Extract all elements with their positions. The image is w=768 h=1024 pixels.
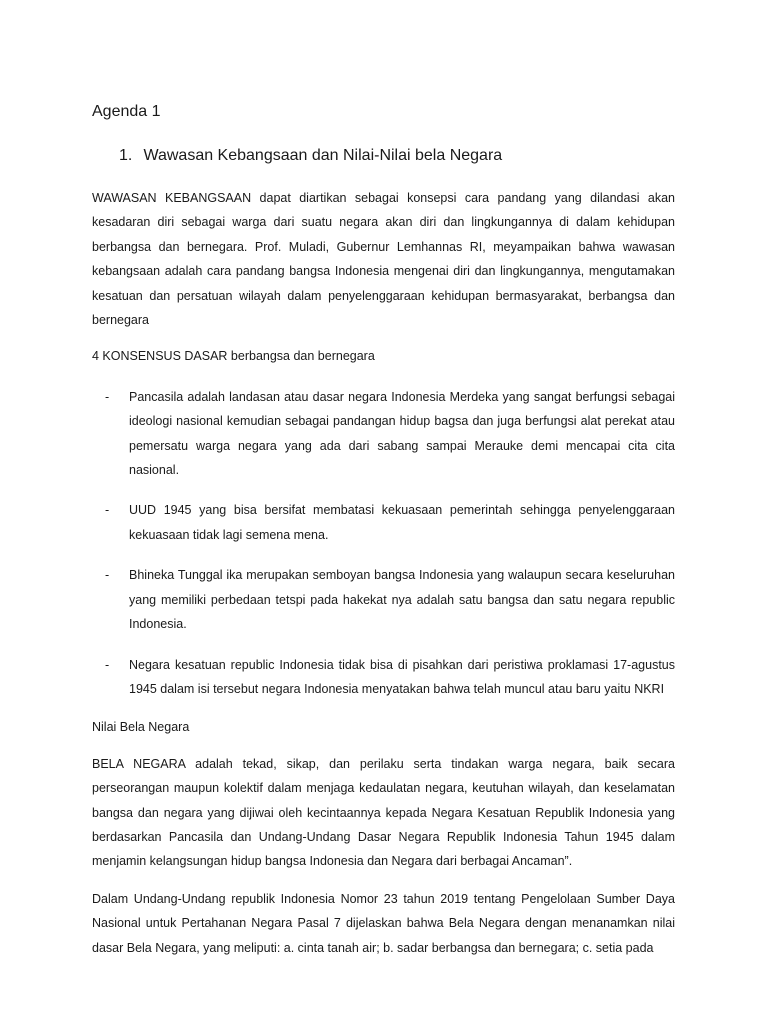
bullet-dash: - xyxy=(105,657,110,672)
paragraph-wawasan: WAWASAN KEBANGSAAN dapat diartikan sebagai konsepsi cara pandang yang dilandasi akan kesadaran diri sebagai warga dari suatu negara akan diri dan lingkungannya di dalam kehidupan berbangsa dan bernegara. Prof. Muladi, Gubernur Lemhannas RI, meyampaikan bahwa wawasan kebangsaan adalah cara pandang bangsa Indonesia mengenai diri dan lingkungannya, mengutamakan kesatuan dan persatuan wilayah dalam penyelenggaraan kehidupan bermasyarakat, berbangsa dan bernegara xyxy=(92,191,675,328)
document-content xyxy=(92,100,675,960)
konsensus-heading: 4 KONSENSUS DASAR berbangsa dan bernegara xyxy=(92,349,375,364)
paragraph-undang-undang: Dalam Undang-Undang republik Indonesia Nomor 23 tahun 2019 tentang Pengelolaan Sumber Daya Nasional untuk Pertahanan Negara Pasal 7 dijelaskan bahwa Bela Negara dengan menanamkan nilai dasar Bela Negara, yang meliputi: a. cinta tanah air; b. sadar berbangsa dan bernegara; c. setia pada xyxy=(92,891,675,955)
paragraph-bela-negara: BELA NEGARA adalah tekad, sikap, dan perilaku serta tindakan warga negara, baik secara perseorangan maupun kolektif dalam menjaga kedaulatan negara, keutuhan wilayah, dan keselamatan bangsa dan negara yang dijiwai oleh kecintaannya kepada Negara Kesatuan Republik Indonesia yang berdasarkan Pancasila dan Undang-Undang Dasar Negara Republik Indonesia Tahun 1945 dalam menjamin kelangsungan hidup bangsa Indonesia dan Negara dari berbagai Ancaman”. xyxy=(92,756,675,869)
section-heading xyxy=(119,144,675,168)
section-number: 1. xyxy=(119,147,133,164)
list-item xyxy=(92,498,675,547)
list-item xyxy=(92,563,675,636)
list-item xyxy=(92,385,675,483)
bullet-dash: - xyxy=(105,503,110,518)
agenda-title: Agenda 1 xyxy=(92,103,161,120)
list-item-text: Negara kesatuan republic Indonesia tidak bisa di pisahkan dari peristiwa proklamasi 17-agustus 1945 dalam isi tersebut negara Indonesia menyatakan bahwa telah muncul atau baru yaitu NKRI xyxy=(129,657,675,696)
list-item xyxy=(92,653,675,702)
nilai-heading: Nilai Bela Negara xyxy=(92,720,190,735)
section-title: Wawasan Kebangsaan dan Nilai-Nilai bela Negara xyxy=(143,147,503,164)
list-item-text: Pancasila adalah landasan atau dasar negara Indonesia Merdeka yang sangat berfungsi sebagai ideologi nasional kemudian sebagai pandangan hidup bagsa dan juga berfungsi alat perekat atau pemersatu warga negara yang ada dari sabang sampai Merauke demi mencapai cita cita nasional. xyxy=(129,389,675,478)
konsensus-list xyxy=(92,385,675,701)
bullet-dash: - xyxy=(105,568,110,583)
list-item-text: Bhineka Tunggal ika merupakan semboyan bangsa Indonesia yang walaupun secara keseluruhan yang memiliki perbedaan tetspi pada hakekat nya adalah satu bangsa dan satu negara republic Indonesia. xyxy=(129,568,675,632)
list-item-text: UUD 1945 yang bisa bersifat membatasi kekuasaan pemerintah sehingga penyelenggaraan kekuasaan tidak lagi semena mena. xyxy=(129,503,675,542)
bullet-dash: - xyxy=(105,389,110,404)
